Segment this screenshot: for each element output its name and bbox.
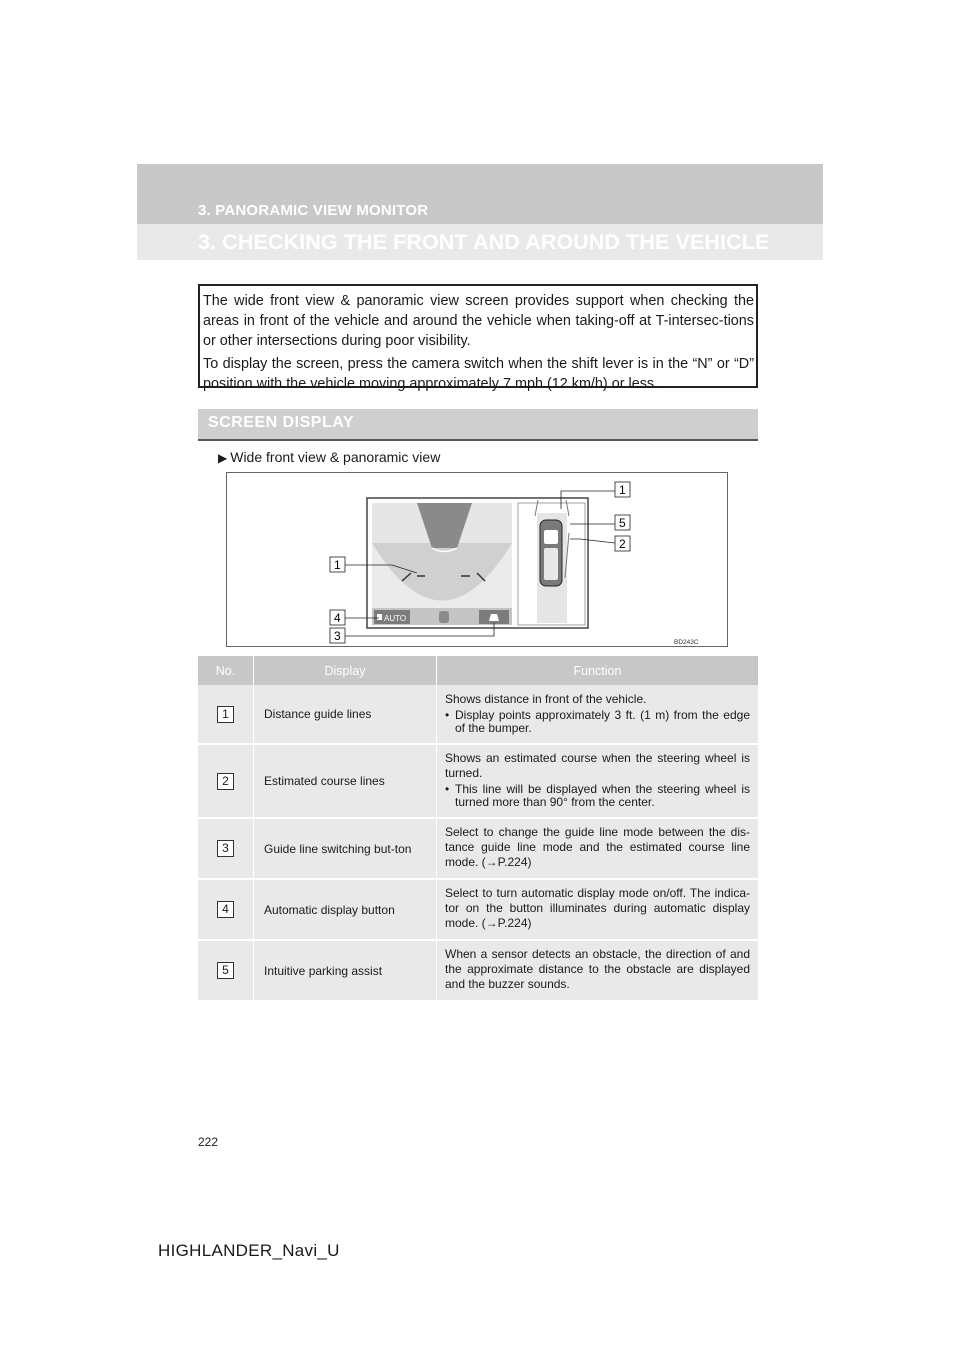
row-number-cell <box>198 744 254 818</box>
figure-code: BD243C <box>674 639 699 646</box>
view-heading <box>218 449 440 465</box>
chapter-title: 3. CHECKING THE FRONT AND AROUND THE VEHICLE <box>198 230 770 254</box>
vehicle-roof <box>544 548 558 580</box>
row-function-bullet: • Display points approximately 3 ft. (1 m) from the edge of the bumper. <box>445 709 750 735</box>
row-number: 5 <box>217 962 234 979</box>
camera-icon <box>439 611 449 623</box>
table-row <box>198 940 758 1001</box>
subsection-title: SCREEN DISPLAY <box>208 414 354 431</box>
view-heading-text: Wide front view & panoramic view <box>230 449 441 465</box>
callout-4 <box>330 610 345 625</box>
table-row <box>198 879 758 940</box>
row-number-cell <box>198 879 254 940</box>
row-function: Select to change the guide line mode between the dis-tance guide line mode and the estimated course line mode. (→P.224) <box>437 818 759 879</box>
row-function-bullet: • This line will be displayed when the steering wheel is turned more than 90° from the center. <box>445 783 750 809</box>
row-number: 4 <box>217 901 234 918</box>
header-display: Display <box>254 656 437 685</box>
page-number: 222 <box>198 1135 219 1149</box>
row-number-cell <box>198 818 254 879</box>
screen-illustration <box>226 472 728 647</box>
row-number-cell <box>198 940 254 1001</box>
row-number: 3 <box>217 840 234 857</box>
table-row <box>198 818 758 879</box>
subsection-header <box>198 409 758 441</box>
row-display: Guide line switching but-ton <box>254 818 437 879</box>
row-number: 1 <box>217 706 234 723</box>
intro-box <box>198 284 758 392</box>
vehicle-windshield <box>544 530 558 544</box>
row-display: Intuitive parking assist <box>254 940 437 1001</box>
intro-paragraph-1: The wide front view & panoramic view screen provides support when checking the areas in front of the vehicle and around the vehicle when taking-off at T-intersec-tions or other intersections during poor visibility. <box>203 293 754 349</box>
row-function: Select to turn automatic display mode on/off. The indica-tor on the button illuminates during automatic display mode. (→P.224) <box>437 879 759 940</box>
header-function: Function <box>437 656 759 685</box>
callout-number: 2 <box>619 537 626 551</box>
row-function: Shows an estimated course when the steering wheel is turned. <box>445 751 750 780</box>
callout-number: 1 <box>619 483 626 497</box>
page-header <box>137 164 823 260</box>
table-header-row <box>198 656 758 685</box>
callout-3 <box>330 628 345 643</box>
row-display: Estimated course lines <box>254 744 437 818</box>
callout-number: 1 <box>334 558 341 572</box>
auto-indicator-icon <box>377 614 382 620</box>
callout-number: 4 <box>334 611 341 625</box>
row-function: Shows distance in front of the vehicle. <box>445 691 647 706</box>
header-no: No. <box>198 656 254 685</box>
intro-paragraph-2: To display the screen, press the camera switch when the shift lever is in the “N” or “D” position with the vehicle moving approximately 7 mph (12 km/h) or less. <box>203 356 754 392</box>
callout-1-top <box>615 482 630 497</box>
callout-number: 3 <box>334 629 341 643</box>
callout-number: 5 <box>619 516 626 530</box>
callout-1-left <box>330 557 345 572</box>
table-row <box>198 685 758 744</box>
row-display: Automatic display button <box>254 879 437 940</box>
table-row <box>198 744 758 818</box>
callout-2 <box>615 536 630 551</box>
footer-code: HIGHLANDER_Navi_U <box>158 1241 340 1260</box>
screen-illustration-svg <box>227 473 727 646</box>
callout-5 <box>615 515 630 530</box>
row-number: 2 <box>217 773 234 790</box>
row-function-cell <box>437 685 759 744</box>
row-number-cell <box>198 685 254 744</box>
auto-label: AUTO <box>384 614 407 623</box>
row-function-cell <box>437 744 759 818</box>
function-table <box>198 656 758 1002</box>
section-label: 3. PANORAMIC VIEW MONITOR <box>198 202 429 219</box>
triangle-bullet-icon: ▶ <box>218 451 228 465</box>
row-function: When a sensor detects an obstacle, the direction of and the approximate distance to the obstacle are displayed and the buzzer sounds. <box>437 940 759 1001</box>
row-display: Distance guide lines <box>254 685 437 744</box>
